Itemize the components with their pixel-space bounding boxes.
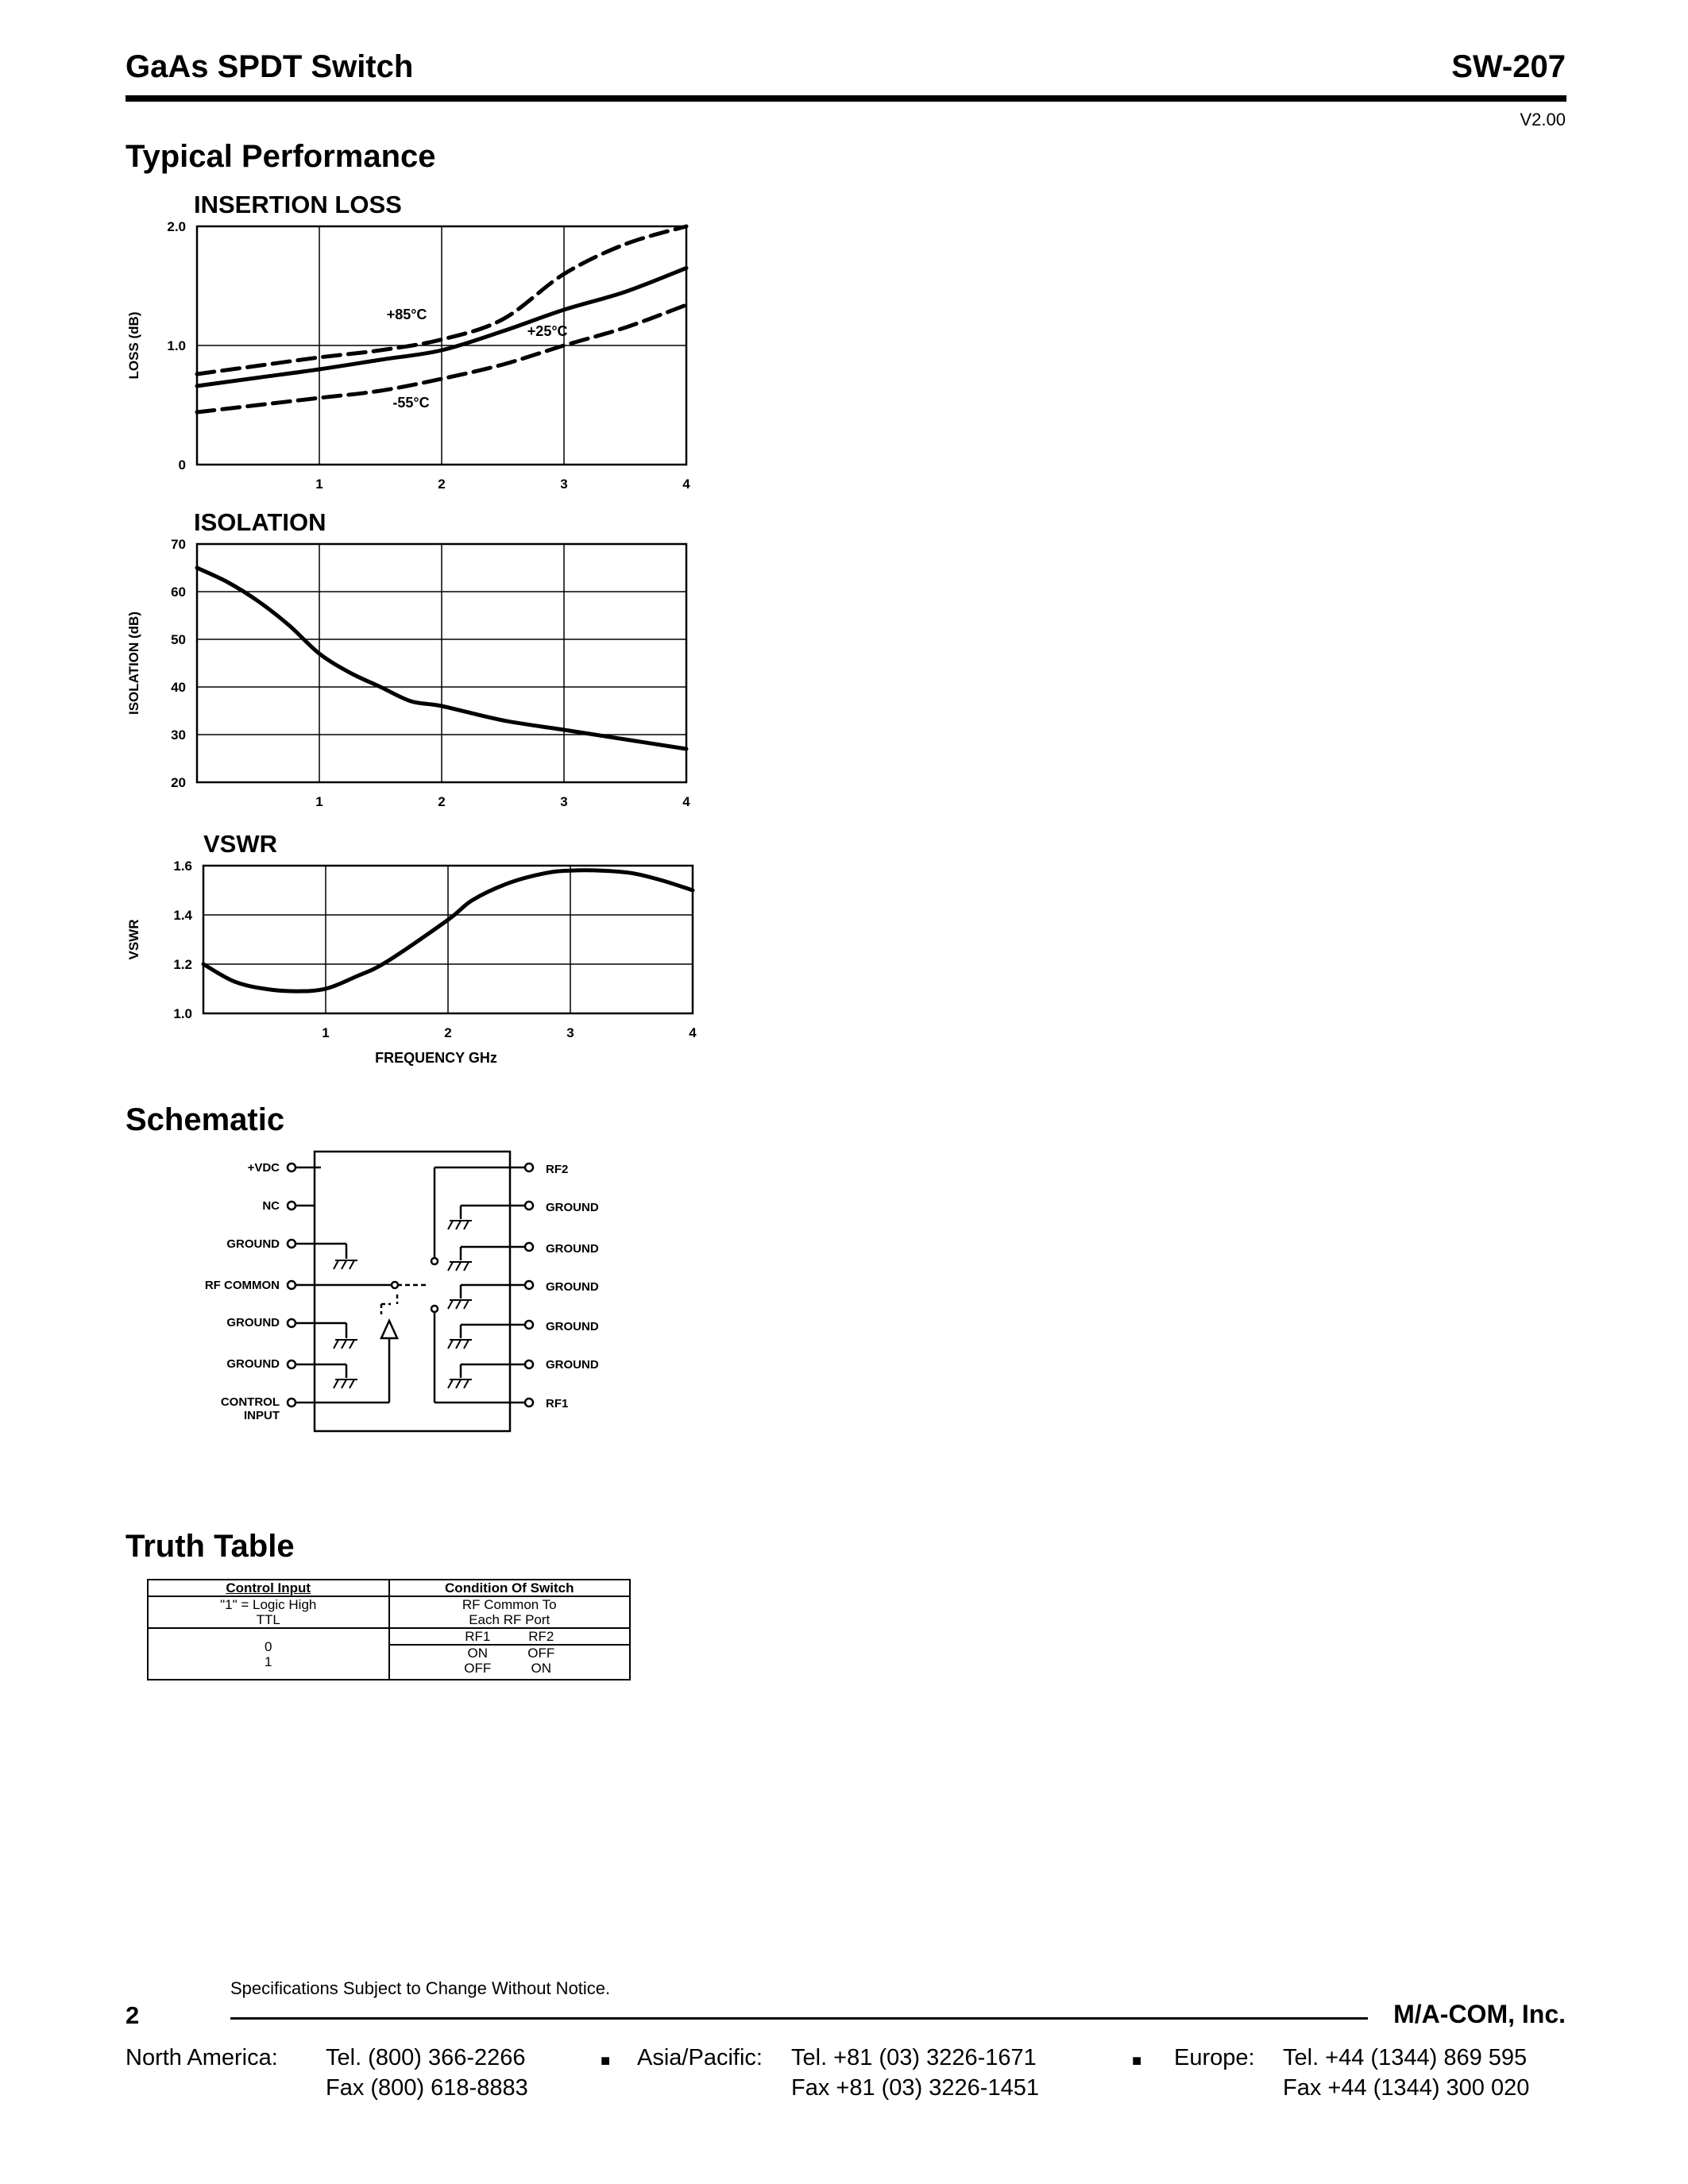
condition-desc-line: RF Common To <box>462 1597 557 1612</box>
insertion-loss-chart <box>111 214 715 500</box>
y-axis-label: LOSS (dB) <box>126 311 141 380</box>
x-tick-label: 4 <box>682 477 690 492</box>
rf2-state: ON <box>531 1661 551 1676</box>
truth-table-header-control: Control Input <box>148 1580 389 1596</box>
pin-label-vdc: +VDC <box>247 1161 280 1175</box>
y-tick-label: 0 <box>178 457 186 473</box>
contact-label-asia-pacific: Asia/Pacific: <box>637 2045 763 2070</box>
x-tick-label: 1 <box>315 794 323 809</box>
series-annotation: +85°C <box>386 307 427 322</box>
series-annotation: -55°C <box>392 395 430 411</box>
pin-label-ground: GROUND <box>226 1316 280 1329</box>
x-tick-label: 1 <box>322 1025 330 1040</box>
section-title-performance: Typical Performance <box>126 139 436 174</box>
contact-label-north-america: North America: <box>126 2045 278 2070</box>
x-tick-label: 2 <box>438 794 446 809</box>
switch-schematic <box>159 1136 635 1437</box>
section-title-schematic: Schematic <box>126 1102 285 1137</box>
chart-title-isolation: ISOLATION <box>194 508 326 536</box>
y-tick-label: 1.2 <box>173 957 192 972</box>
version-label: V2.00 <box>1520 110 1566 129</box>
page-number: 2 <box>126 2001 140 2029</box>
bullet-icon: ■ <box>601 2052 611 2070</box>
condition-desc-line: Each RF Port <box>469 1612 550 1627</box>
y-tick-label: 2.0 <box>167 219 186 234</box>
truth-table-row <box>389 1661 631 1680</box>
rf1-state: ON <box>467 1646 488 1661</box>
right-pin-leads <box>461 1163 533 1406</box>
pin-label-ground: GROUND <box>226 1357 280 1371</box>
x-tick-label: 4 <box>682 794 690 809</box>
section-title-truth-table: Truth Table <box>126 1529 295 1564</box>
x-tick-label: 2 <box>444 1025 452 1040</box>
control-desc-line: TTL <box>256 1612 280 1627</box>
fax-europe: Fax +44 (1344) 300 020 <box>1283 2075 1530 2101</box>
rf2-header: RF2 <box>528 1629 554 1644</box>
contact-north-america <box>326 2043 528 2103</box>
part-number: SW-207 <box>1451 49 1566 84</box>
pin-label-rf2: RF2 <box>546 1163 569 1176</box>
pin-label-ground: GROUND <box>546 1201 599 1214</box>
y-tick-label: 1.4 <box>173 908 192 923</box>
bullet-icon: ■ <box>1132 2052 1142 2070</box>
rf2-state: OFF <box>527 1646 555 1661</box>
ground-symbols <box>448 1221 472 1388</box>
x-axis-label: FREQUENCY GHz <box>375 1050 497 1066</box>
footer-rule <box>230 2017 1368 2020</box>
disclaimer-note: Specifications Subject to Change Without Notice. <box>230 1978 611 1998</box>
truth-table-port-headers <box>389 1628 631 1645</box>
y-tick-label: 40 <box>171 680 186 695</box>
chart-title-vswr: VSWR <box>203 830 277 858</box>
header-rule <box>126 95 1566 102</box>
series-annotation: +25°C <box>527 323 568 339</box>
y-tick-label: 1.0 <box>173 1006 192 1021</box>
pin-label-nc: NC <box>262 1199 280 1213</box>
left-pin-leads <box>288 1163 392 1406</box>
truth-table-condition-desc <box>389 1596 631 1628</box>
pin-label-ground: GROUND <box>546 1242 599 1256</box>
control-desc-line: "1" = Logic High <box>220 1597 317 1612</box>
x-tick-label: 3 <box>560 794 568 809</box>
y-tick-label: 1.6 <box>173 859 192 874</box>
truth-table-row <box>389 1645 631 1661</box>
x-tick-label: 3 <box>560 477 568 492</box>
contact-europe <box>1283 2043 1529 2103</box>
fax-north-america: Fax (800) 618-8883 <box>326 2075 528 2101</box>
contact-label-europe: Europe: <box>1174 2045 1255 2070</box>
pin-label-ground: GROUND <box>546 1320 599 1333</box>
rf1-header: RF1 <box>465 1629 491 1644</box>
company-name: M/A-COM, Inc. <box>1393 2000 1566 2028</box>
truth-table <box>147 1579 631 1680</box>
y-axis-label: ISOLATION (dB) <box>126 612 141 715</box>
y-tick-label: 60 <box>171 585 186 600</box>
truth-table-control-desc <box>148 1596 389 1628</box>
pin-label-rf-common: RF COMMON <box>204 1279 280 1292</box>
pin-label-ground: GROUND <box>546 1280 599 1294</box>
pin-label-rf1: RF1 <box>546 1397 569 1410</box>
pin-label-control: CONTROL <box>220 1395 280 1409</box>
isolation-chart <box>111 532 715 810</box>
x-tick-label: 2 <box>438 477 446 492</box>
truth-table-input-value: 0 <box>265 1638 272 1654</box>
truth-table-inputs <box>148 1628 389 1680</box>
y-tick-label: 50 <box>171 632 186 647</box>
chart-title-insertion-loss: INSERTION LOSS <box>194 191 402 218</box>
pin-label-ground: GROUND <box>546 1358 599 1372</box>
truth-table-input-value: 1 <box>265 1653 272 1669</box>
rf1-state: OFF <box>464 1661 492 1676</box>
x-tick-label: 3 <box>566 1025 574 1040</box>
y-tick-label: 1.0 <box>167 338 186 353</box>
phone-asia-pacific: Tel. +81 (03) 3226-1671 <box>791 2045 1037 2070</box>
fax-asia-pacific: Fax +81 (03) 3226-1451 <box>791 2075 1039 2101</box>
x-tick-label: 1 <box>315 477 323 492</box>
package-outline <box>315 1152 510 1431</box>
document-title: GaAs SPDT Switch <box>126 49 414 84</box>
pin-label-ground: GROUND <box>226 1237 280 1251</box>
vswr-chart <box>111 854 715 1076</box>
phone-north-america: Tel. (800) 366-2266 <box>326 2045 526 2070</box>
phone-europe: Tel. +44 (1344) 869 595 <box>1283 2045 1528 2070</box>
pin-label-input: INPUT <box>244 1409 280 1422</box>
y-tick-label: 70 <box>171 537 186 552</box>
control-driver <box>381 1295 397 1403</box>
contact-asia-pacific <box>791 2043 1039 2103</box>
y-tick-label: 30 <box>171 727 186 743</box>
y-tick-label: 20 <box>171 775 186 790</box>
x-tick-label: 4 <box>689 1025 697 1040</box>
truth-table-header-condition: Condition Of Switch <box>389 1580 631 1596</box>
y-axis-label: VSWR <box>126 919 141 960</box>
